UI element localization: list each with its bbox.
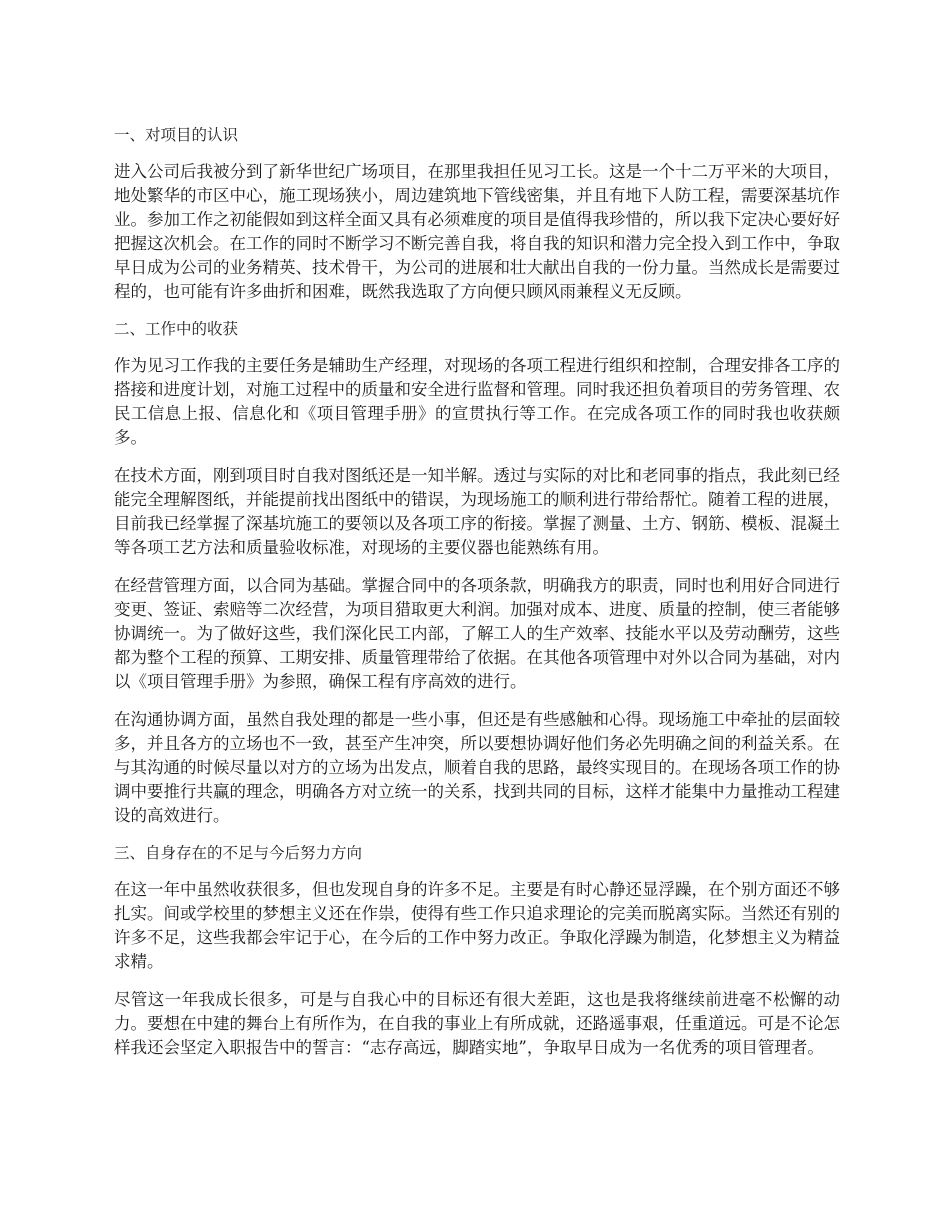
paragraph: 尽管这一年我成长很多，可是与自我心中的目标还有很大差距，这也是我将继续前进毫不松懈的动力。要想在中建的舞台上有所作为，在自我的事业上有所成就，还路遥事艰，任重道远。可是不论怎样我还会坚定入职报告中的誓言：“志存高远，脚踏实地”，争取早日成为一名优秀的项目管理者。 (114, 990, 840, 1057)
paragraph: 在技术方面，刚到项目时自我对图纸还是一知半解。透过与实际的对比和老同事的指点，我此刻已经能完全理解图纸，并能提前找出图纸中的错误，为现场施工的顺利进行带给帮忙。随着工程的进展，目前我已经掌握了深基坑施工的要领以及各项工序的衔接。掌握了测量、土方、钢筋、模板、混凝土等各项工艺方法和质量验收标准，对现场的主要仪器也能熟练有用。 (114, 466, 840, 557)
paragraph: 在这一年中虽然收获很多，但也发现自身的许多不足。主要是有时心静还显浮躁，在个别方面还不够扎实。间或学校里的梦想主义还在作祟，使得有些工作只追求理论的完美而脱离实际。当然还有别的许多不足，这些我都会牢记于心，在今后的工作中努力改正。争取化浮躁为制造，化梦想主义为精益求精。 (114, 880, 840, 971)
paragraph: 在沟通协调方面，虽然自我处理的都是一些小事，但还是有些感触和心得。现场施工中牵扯的层面较多，并且各方的立场也不一致，甚至产生冲突，所以要想协调好他们务必先明确之间的利益关系。在与其沟通的时候尽量以对方的立场为出发点，顺着自我的思路，最终实现目的。在现场各项工作的协调中要推行共赢的理念，明确各方对立统一的关系，找到共同的目标，这样才能集中力量推动工程建设的高效进行。 (114, 710, 840, 825)
paragraph: 进入公司后我被分到了新华世纪广场项目，在那里我担任见习工长。这是一个十二万平米的大项目，地处繁华的市区中心，施工现场狭小，周边建筑地下管线密集，并且有地下人防工程，需要深基坑作业。参加工作之初能假如到这样全面又具有必须难度的项目是值得我珍惜的，所以我下定决心要好好把握这次机会。在工作的同时不断学习不断完善自我，将自我的知识和潜力完全投入到工作中，争取早日成为公司的业务精英、技术骨干，为公司的进展和壮大献出自我的一份力量。当然成长是需要过程的，也可能有许多曲折和困难，既然我选取了方向便只顾风雨兼程义无反顾。 (114, 162, 840, 301)
document-page (114, 124, 840, 1074)
paragraph: 作为见习工作我的主要任务是辅助生产经理，对现场的各项工程进行组织和控制，合理安排各工序的搭接和进度计划，对施工过程中的质量和安全进行监督和管理。同时我还担负着项目的劳务管理、农民工信息上报、信息化和《项目管理手册》的宣贯执行等工作。在完成各项工作的同时我也收获颇多。 (114, 356, 840, 447)
paragraph: 在经营管理方面，以合同为基础。掌握合同中的各项条款，明确我方的职责，同时也利用好合同进行变更、签证、索赔等二次经营，为项目猎取更大利润。加强对成本、进度、质量的控制，使三者能够协调统一。为了做好这些，我们深化民工内部，了解工人的生产效率、技能水平以及劳动酬劳，这些都为整个工程的预算、工期安排、质量管理带给了依据。在其他各项管理中对外以合同为基础，对内以《项目管理手册》为参照，确保工程有序高效的进行。 (114, 576, 840, 691)
section-heading-shortcomings: 三、自身存在的不足与今后努力方向 (114, 844, 363, 862)
section-heading-work-gains: 二、工作中的收获 (114, 320, 239, 338)
section-heading-project-understanding: 一、对项目的认识 (114, 126, 239, 144)
